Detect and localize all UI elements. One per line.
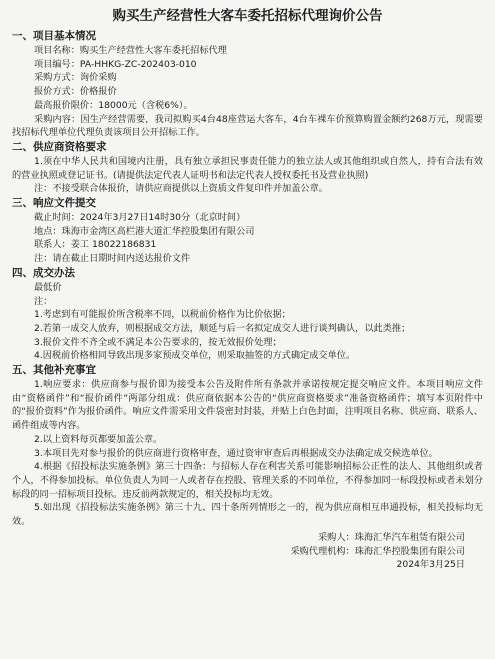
qualification-note: 注：不接受联合体报价，请供应商提供以上资质文件复印件并加盖公章。: [34, 183, 328, 195]
other-item: 3.本项目先对参与报价的供应商进行资格审查，通过资审审查后再根据成交办法确定成交候选单位。: [34, 447, 438, 459]
award-rule-item: 4.因税前价格相同导致出现多家预成交单位，则采取抽签的方式确定成交单位。: [34, 350, 356, 362]
procurement-method: 采购方式：询价采购: [34, 72, 117, 84]
section-heading-other: 五、其他补充事宜: [12, 364, 96, 377]
project-number: 项目编号：PA-HHKG-ZC-202403-010: [34, 58, 197, 70]
qualification-item: 1.须在中华人民共和国境内注册，具有独立承担民事责任能力的独立法人或其他组织或自然人，持有合法有效的营业执照或登记证书。(请提供法定代表人证明书和法定代表人授权委托书及营业执照): [12, 155, 483, 181]
submission-deadline: 截止时间：2024年3月27日14时30分（北京时间）: [34, 212, 246, 224]
other-item: 2.以上资料每页都要加盖公章。: [34, 433, 163, 445]
signature-date: 2024年3月25日: [396, 559, 465, 571]
award-method: 最低价: [34, 281, 62, 293]
page-title: 购买生产经营性大客车委托招标代理询价公告: [112, 8, 383, 24]
submission-note: 注：请在截止日期时间内送达报价文件: [34, 253, 191, 265]
award-rule-item: 2.若第一成交人放弃，则根据成交方法，顺延与后一名拟定成交人进行谈判确认，以此类推；: [34, 322, 411, 334]
section-heading-qualification: 二、供应商资格要求: [12, 140, 107, 153]
project-name: 项目名称：购买生产经营性大客车委托招标代理: [34, 45, 227, 56]
quote-method: 报价方式：价格报价: [34, 86, 117, 98]
award-note-label: 注：: [34, 295, 53, 307]
section-heading-basic-info: 一、项目基本情况: [12, 30, 96, 42]
procurement-content: 采购内容：因生产经营需要，我司拟购买4台48座营运大客车，4台车裸车价预算购置金额约268万元，现需要找招标代理单位代理负责该项目公开招标工作。: [12, 113, 483, 139]
max-price-limit: 最高报价限价：18000元（含税6%）。: [34, 99, 193, 111]
submission-address: 地点：珠海市金湾区高栏港大道汇华控股集团有限公司: [34, 225, 255, 237]
other-item: 5.如出现《招投标法实施条例》第三十九、四十条所列情形之一的，视为供应商相互串通投标，相关投标均无效。: [12, 502, 483, 528]
award-rule-item: 1.考虑到有可能报价所含税率不同，以税前价格作为比价依据；: [34, 309, 291, 321]
other-item: 1.响应要求：供应商参与报价即为接受本公告及附件所有条款并承诺按规定提交响应文件。本项目响应文件由“资格函件”和“报价函件”两部分组成：供应商依据本公告的“供应商资格要求”准备资格函件；填写本页附件中的“报价资料”作为报价函件。响应文件需采用文件袋密封封装，并贴上白色封面，注明项目名称、供应商、联系人、函件组成等内容。: [12, 379, 483, 432]
contact-person: 联系人：姜工 18022186831: [34, 239, 157, 251]
award-rule-item: 3.报价文件不齐全或不满足本公告要求的，按无效报价处理；: [34, 336, 282, 348]
section-heading-award-method: 四、成交办法: [12, 266, 75, 279]
section-heading-submission: 三、响应文件提交: [12, 197, 96, 210]
other-item: 4.根据《招投标法实施条例》第三十四条：与招标人存在利害关系可能影响招标公正性的法人、其他组织或者个人，不得参加投标。单位负责人为同一人或者存在控股、管理关系的不同单位，不得参加同一标段投标或者未划分标段的同一招标项目投标。违反前两款规定的，相关投标均无效。: [12, 461, 483, 500]
signature-agency: 采购代理机构：珠海汇华控股集团有限公司: [290, 545, 465, 557]
signature-buyer: 采购人：珠海汇华汽车租赁有限公司: [318, 531, 465, 543]
